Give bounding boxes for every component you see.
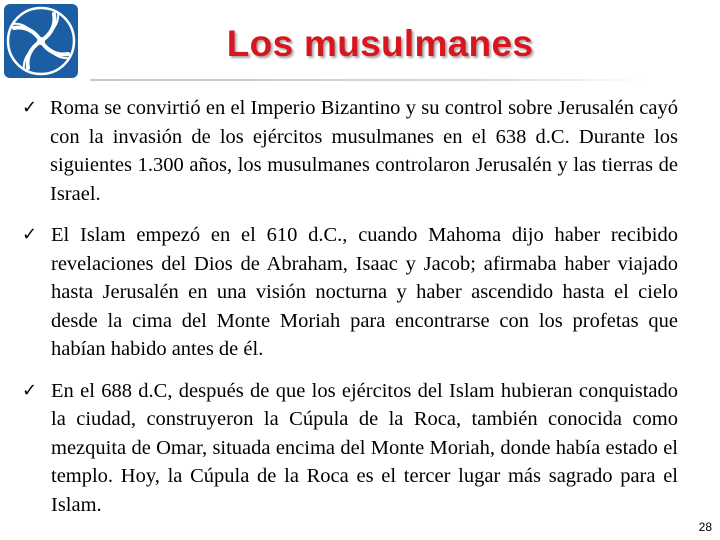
bullet-item	[22, 94, 678, 208]
bullet-list	[22, 94, 678, 519]
page-number: 28	[698, 520, 712, 534]
checkmark-icon: ✓	[22, 379, 38, 401]
swirl-logo-icon	[4, 4, 78, 78]
checkmark-icon: ✓	[22, 97, 38, 118]
slide-title: Los musulmanes	[226, 23, 534, 64]
checkmark-icon: ✓	[22, 224, 38, 245]
bullet-text: El Islam empezó en el 610 d.C., cuando Mahoma dijo haber recibido revelaciones del Dios de Abraham, Isaac y Jacob; afirmaba haber viajado hasta Jerusalén en una visión nocturna y haber ascendido hasta el cielo desde la cima del Monte Moriah para encontrarse con los profetas que habían habido antes de él.	[51, 224, 678, 360]
title-divider	[90, 79, 650, 81]
bullet-text: En el 688 d.C, después de que los ejércitos del Islam hubieran conquistado la ciudad, construyeron la Cúpula de la Roca, también conocida como mezquita de Omar, situada encima del Monte Moriah, donde había estado el templo. Hoy, la Cúpula de la Roca es el tercer lugar más sagrado para el Islam.	[51, 379, 678, 516]
bullet-item	[22, 221, 678, 364]
bullet-text: Roma se convirtió en el Imperio Bizantino y su control sobre Jerusalén cayó con la invasión de los ejércitos musulmanes en el 638 d.C. Durante los siguientes 1.300 años, los musulmanes controlaron Jerusalén y las tierras de Israel.	[50, 97, 678, 205]
bullet-item	[22, 377, 678, 520]
